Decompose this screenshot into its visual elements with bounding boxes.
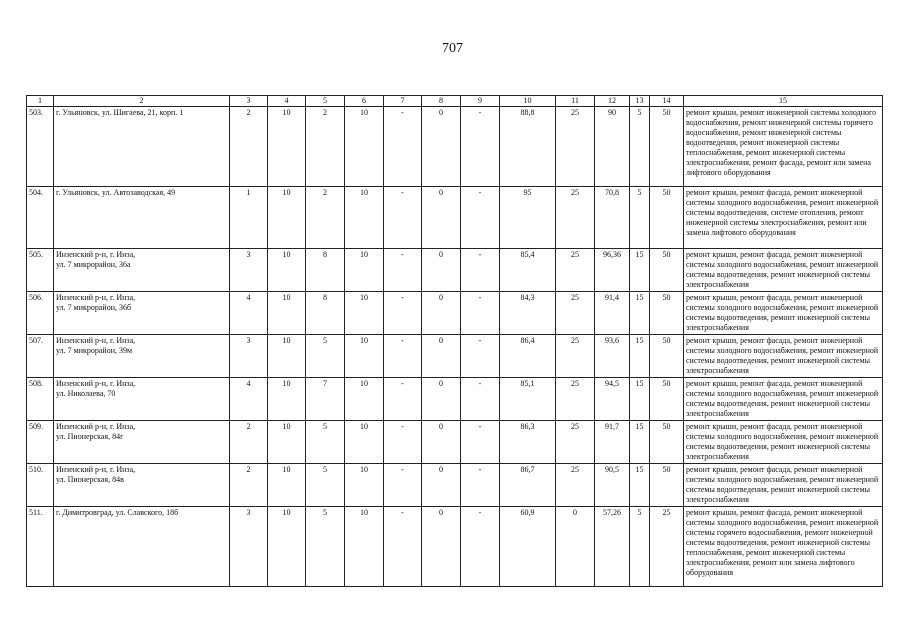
value-cell-c6: 10 [345,187,384,249]
value-cell-c9: - [461,249,500,292]
table-row [27,464,883,507]
value-cell-c3: 3 [230,249,268,292]
row-number: 507. [27,335,54,378]
address-line: ул. Пионерская, 84г [56,432,124,441]
value-cell-c4: 10 [268,187,306,249]
value-cell-c4: 10 [268,292,306,335]
value-cell-c9: - [461,378,500,421]
column-header-8: 8 [422,96,461,107]
value-cell-c10: 86,7 [500,464,556,507]
column-header-7: 7 [384,96,422,107]
value-cell-c4: 10 [268,249,306,292]
page-number: 707 [442,41,463,56]
table-row [27,187,883,249]
row-number: 509. [27,421,54,464]
row-number: 508. [27,378,54,421]
value-cell-c8: 0 [422,378,461,421]
works-description: ремонт крыши, ремонт фасада, ремонт инженерной системы холодного водоснабжения, ремонт инженерной системы водоотведения, ремонт инженерной системы электроснабжения [684,421,883,464]
value-cell-c13: 15 [630,464,650,507]
value-cell-c5: 2 [306,107,345,187]
value-cell-c12: 96,36 [595,249,630,292]
value-cell-c12: 94,5 [595,378,630,421]
value-cell-c14: 50 [650,335,684,378]
column-header-4: 4 [268,96,306,107]
value-cell-c12: 90 [595,107,630,187]
value-cell-c9: - [461,187,500,249]
value-cell-c4: 10 [268,107,306,187]
value-cell-c7: - [384,107,422,187]
works-description: ремонт крыши, ремонт фасада, ремонт инженерной системы холодного водоснабжения, ремонт инженерной системы водоотведения, системе отопления, ремонт инженерной системы электроснабжения, ремонт или замена лифтового оборудования [684,187,883,249]
table-row [27,335,883,378]
value-cell-c4: 10 [268,378,306,421]
value-cell-c12: 91,4 [595,292,630,335]
table-row [27,107,883,187]
value-cell-c9: - [461,464,500,507]
column-header-3: 3 [230,96,268,107]
value-cell-c12: 90,5 [595,464,630,507]
value-cell-c13: 5 [630,507,650,587]
works-description: ремонт крыши, ремонт инженерной системы холодного водоснабжения, ремонт инженерной системы горячего водоснабжения, ремонт инженерной системы водоотведения, ремонт инженерной системы теплоснабжения, ремонт инженерной системы электроснабжения, ремонт фасада, ремонт или замена лифтового оборудования [684,107,883,187]
value-cell-c8: 0 [422,464,461,507]
address-cell [54,507,230,587]
value-cell-c7: - [384,292,422,335]
address-cell [54,107,230,187]
value-cell-c3: 1 [230,187,268,249]
value-cell-c10: 86,4 [500,335,556,378]
value-cell-c10: 86,3 [500,421,556,464]
value-cell-c10: 95 [500,187,556,249]
value-cell-c9: - [461,292,500,335]
works-description: ремонт крыши, ремонт фасада, ремонт инженерной системы холодного водоснабжения, ремонт инженерной системы водоотведения, ремонт инженерной системы электроснабжения [684,464,883,507]
value-cell-c5: 5 [306,507,345,587]
column-header-1: 1 [27,96,54,107]
value-cell-c7: - [384,378,422,421]
value-cell-c12: 70,8 [595,187,630,249]
value-cell-c7: - [384,335,422,378]
value-cell-c11: 25 [556,335,595,378]
row-number: 503. [27,107,54,187]
address-line: г. Ульяновск, ул. Автозаводская, 49 [56,188,176,197]
value-cell-c13: 15 [630,378,650,421]
address-line: ул. 7 микрорайон, 36б [56,303,132,312]
value-cell-c13: 15 [630,292,650,335]
value-cell-c14: 50 [650,187,684,249]
value-cell-c5: 5 [306,421,345,464]
value-cell-c12: 57,26 [595,507,630,587]
value-cell-c7: - [384,187,422,249]
value-cell-c7: - [384,464,422,507]
table-row [27,421,883,464]
value-cell-c6: 10 [345,507,384,587]
value-cell-c11: 25 [556,378,595,421]
row-number: 506. [27,292,54,335]
value-cell-c13: 15 [630,249,650,292]
value-cell-c6: 10 [345,335,384,378]
value-cell-c9: - [461,107,500,187]
column-header-5: 5 [306,96,345,107]
value-cell-c8: 0 [422,107,461,187]
value-cell-c6: 10 [345,107,384,187]
value-cell-c8: 0 [422,187,461,249]
address-line: Инзенский р-н, г. Инза, [56,465,136,474]
value-cell-c12: 93,6 [595,335,630,378]
column-header-9: 9 [461,96,500,107]
value-cell-c14: 50 [650,107,684,187]
column-header-11: 11 [556,96,595,107]
value-cell-c14: 50 [650,249,684,292]
value-cell-c8: 0 [422,249,461,292]
table-body [27,107,883,587]
address-line: Инзенский р-н, г. Инза, [56,422,136,431]
address-line: Инзенский р-н, г. Инза, [56,293,136,302]
table-row [27,292,883,335]
value-cell-c3: 3 [230,335,268,378]
value-cell-c4: 10 [268,335,306,378]
value-cell-c6: 10 [345,249,384,292]
row-number: 511. [27,507,54,587]
value-cell-c8: 0 [422,421,461,464]
capital-repair-table [26,95,883,587]
row-number: 505. [27,249,54,292]
value-cell-c11: 25 [556,464,595,507]
value-cell-c3: 2 [230,464,268,507]
value-cell-c12: 91,7 [595,421,630,464]
value-cell-c3: 3 [230,507,268,587]
value-cell-c3: 2 [230,421,268,464]
value-cell-c3: 4 [230,292,268,335]
value-cell-c6: 10 [345,421,384,464]
value-cell-c11: 25 [556,187,595,249]
address-cell [54,249,230,292]
value-cell-c14: 25 [650,507,684,587]
value-cell-c4: 10 [268,507,306,587]
value-cell-c8: 0 [422,507,461,587]
value-cell-c14: 50 [650,464,684,507]
value-cell-c13: 15 [630,421,650,464]
works-description: ремонт крыши, ремонт фасада, ремонт инженерной системы холодного водоснабжения, ремонт инженерной системы водоотведения, ремонт инженерной системы электроснабжения [684,249,883,292]
column-header-13: 13 [630,96,650,107]
value-cell-c10: 88,8 [500,107,556,187]
address-line: ул. Николаева, 70 [56,389,116,398]
value-cell-c13: 15 [630,335,650,378]
value-cell-c11: 25 [556,292,595,335]
value-cell-c5: 2 [306,187,345,249]
value-cell-c6: 10 [345,378,384,421]
value-cell-c6: 10 [345,464,384,507]
column-header-15: 15 [684,96,883,107]
value-cell-c5: 5 [306,464,345,507]
value-cell-c13: 5 [630,187,650,249]
value-cell-c5: 8 [306,292,345,335]
value-cell-c11: 25 [556,421,595,464]
column-header-12: 12 [595,96,630,107]
address-line: Инзенский р-н, г. Инза, [56,336,136,345]
value-cell-c10: 60,9 [500,507,556,587]
value-cell-c10: 85,4 [500,249,556,292]
value-cell-c14: 50 [650,292,684,335]
value-cell-c11: 25 [556,249,595,292]
works-description: ремонт крыши, ремонт фасада, ремонт инженерной системы холодного водоснабжения, ремонт инженерной системы водоотведения, ремонт инженерной системы электроснабжения [684,378,883,421]
value-cell-c7: - [384,249,422,292]
address-cell [54,187,230,249]
address-cell [54,292,230,335]
column-header-6: 6 [345,96,384,107]
row-number: 510. [27,464,54,507]
address-cell [54,335,230,378]
row-number: 504. [27,187,54,249]
value-cell-c5: 5 [306,335,345,378]
value-cell-c9: - [461,335,500,378]
value-cell-c14: 50 [650,421,684,464]
address-line: ул. Пионерская, 84в [56,475,124,484]
value-cell-c8: 0 [422,335,461,378]
works-description: ремонт крыши, ремонт фасада, ремонт инженерной системы холодного водоснабжения, ремонт инженерной системы горячего водоснабжения, ремонт инженерной системы водоотведения, ремонт инженерной системы теплоснабжения, ремонт инженерной системы электроснабжения, ремонт или замена лифтового оборудования [684,507,883,587]
value-cell-c3: 2 [230,107,268,187]
column-header-10: 10 [500,96,556,107]
value-cell-c6: 10 [345,292,384,335]
value-cell-c5: 7 [306,378,345,421]
value-cell-c4: 10 [268,421,306,464]
address-cell [54,378,230,421]
value-cell-c9: - [461,421,500,464]
value-cell-c4: 10 [268,464,306,507]
address-line: ул. 7 микрорайон, 36а [56,260,131,269]
address-line: ул. 7 микрорайон, 39м [56,346,133,355]
column-number-row [27,96,883,107]
table-row [27,507,883,587]
value-cell-c10: 85,1 [500,378,556,421]
works-description: ремонт крыши, ремонт фасада, ремонт инженерной системы холодного водоснабжения, ремонт инженерной системы водоотведения, ремонт инженерной системы электроснабжения [684,292,883,335]
value-cell-c11: 25 [556,107,595,187]
address-cell [54,464,230,507]
value-cell-c7: - [384,421,422,464]
address-cell [54,421,230,464]
value-cell-c7: - [384,507,422,587]
value-cell-c14: 50 [650,378,684,421]
column-header-2: 2 [54,96,230,107]
works-description: ремонт крыши, ремонт фасада, ремонт инженерной системы холодного водоснабжения, ремонт инженерной системы водоотведения, ремонт инженерной системы электроснабжения [684,335,883,378]
address-line: Инзенский р-н, г. Инза, [56,379,136,388]
address-line: г. Димитровград, ул. Славского, 18б [56,508,179,517]
value-cell-c3: 4 [230,378,268,421]
value-cell-c13: 5 [630,107,650,187]
value-cell-c9: - [461,507,500,587]
address-line: Инзенский р-н, г. Инза, [56,250,136,259]
address-line: г. Ульяновск, ул. Шигаева, 21, корп. 1 [56,108,184,117]
table-row [27,249,883,292]
value-cell-c5: 8 [306,249,345,292]
table-row [27,378,883,421]
value-cell-c8: 0 [422,292,461,335]
value-cell-c11: 0 [556,507,595,587]
value-cell-c10: 84,3 [500,292,556,335]
column-header-14: 14 [650,96,684,107]
